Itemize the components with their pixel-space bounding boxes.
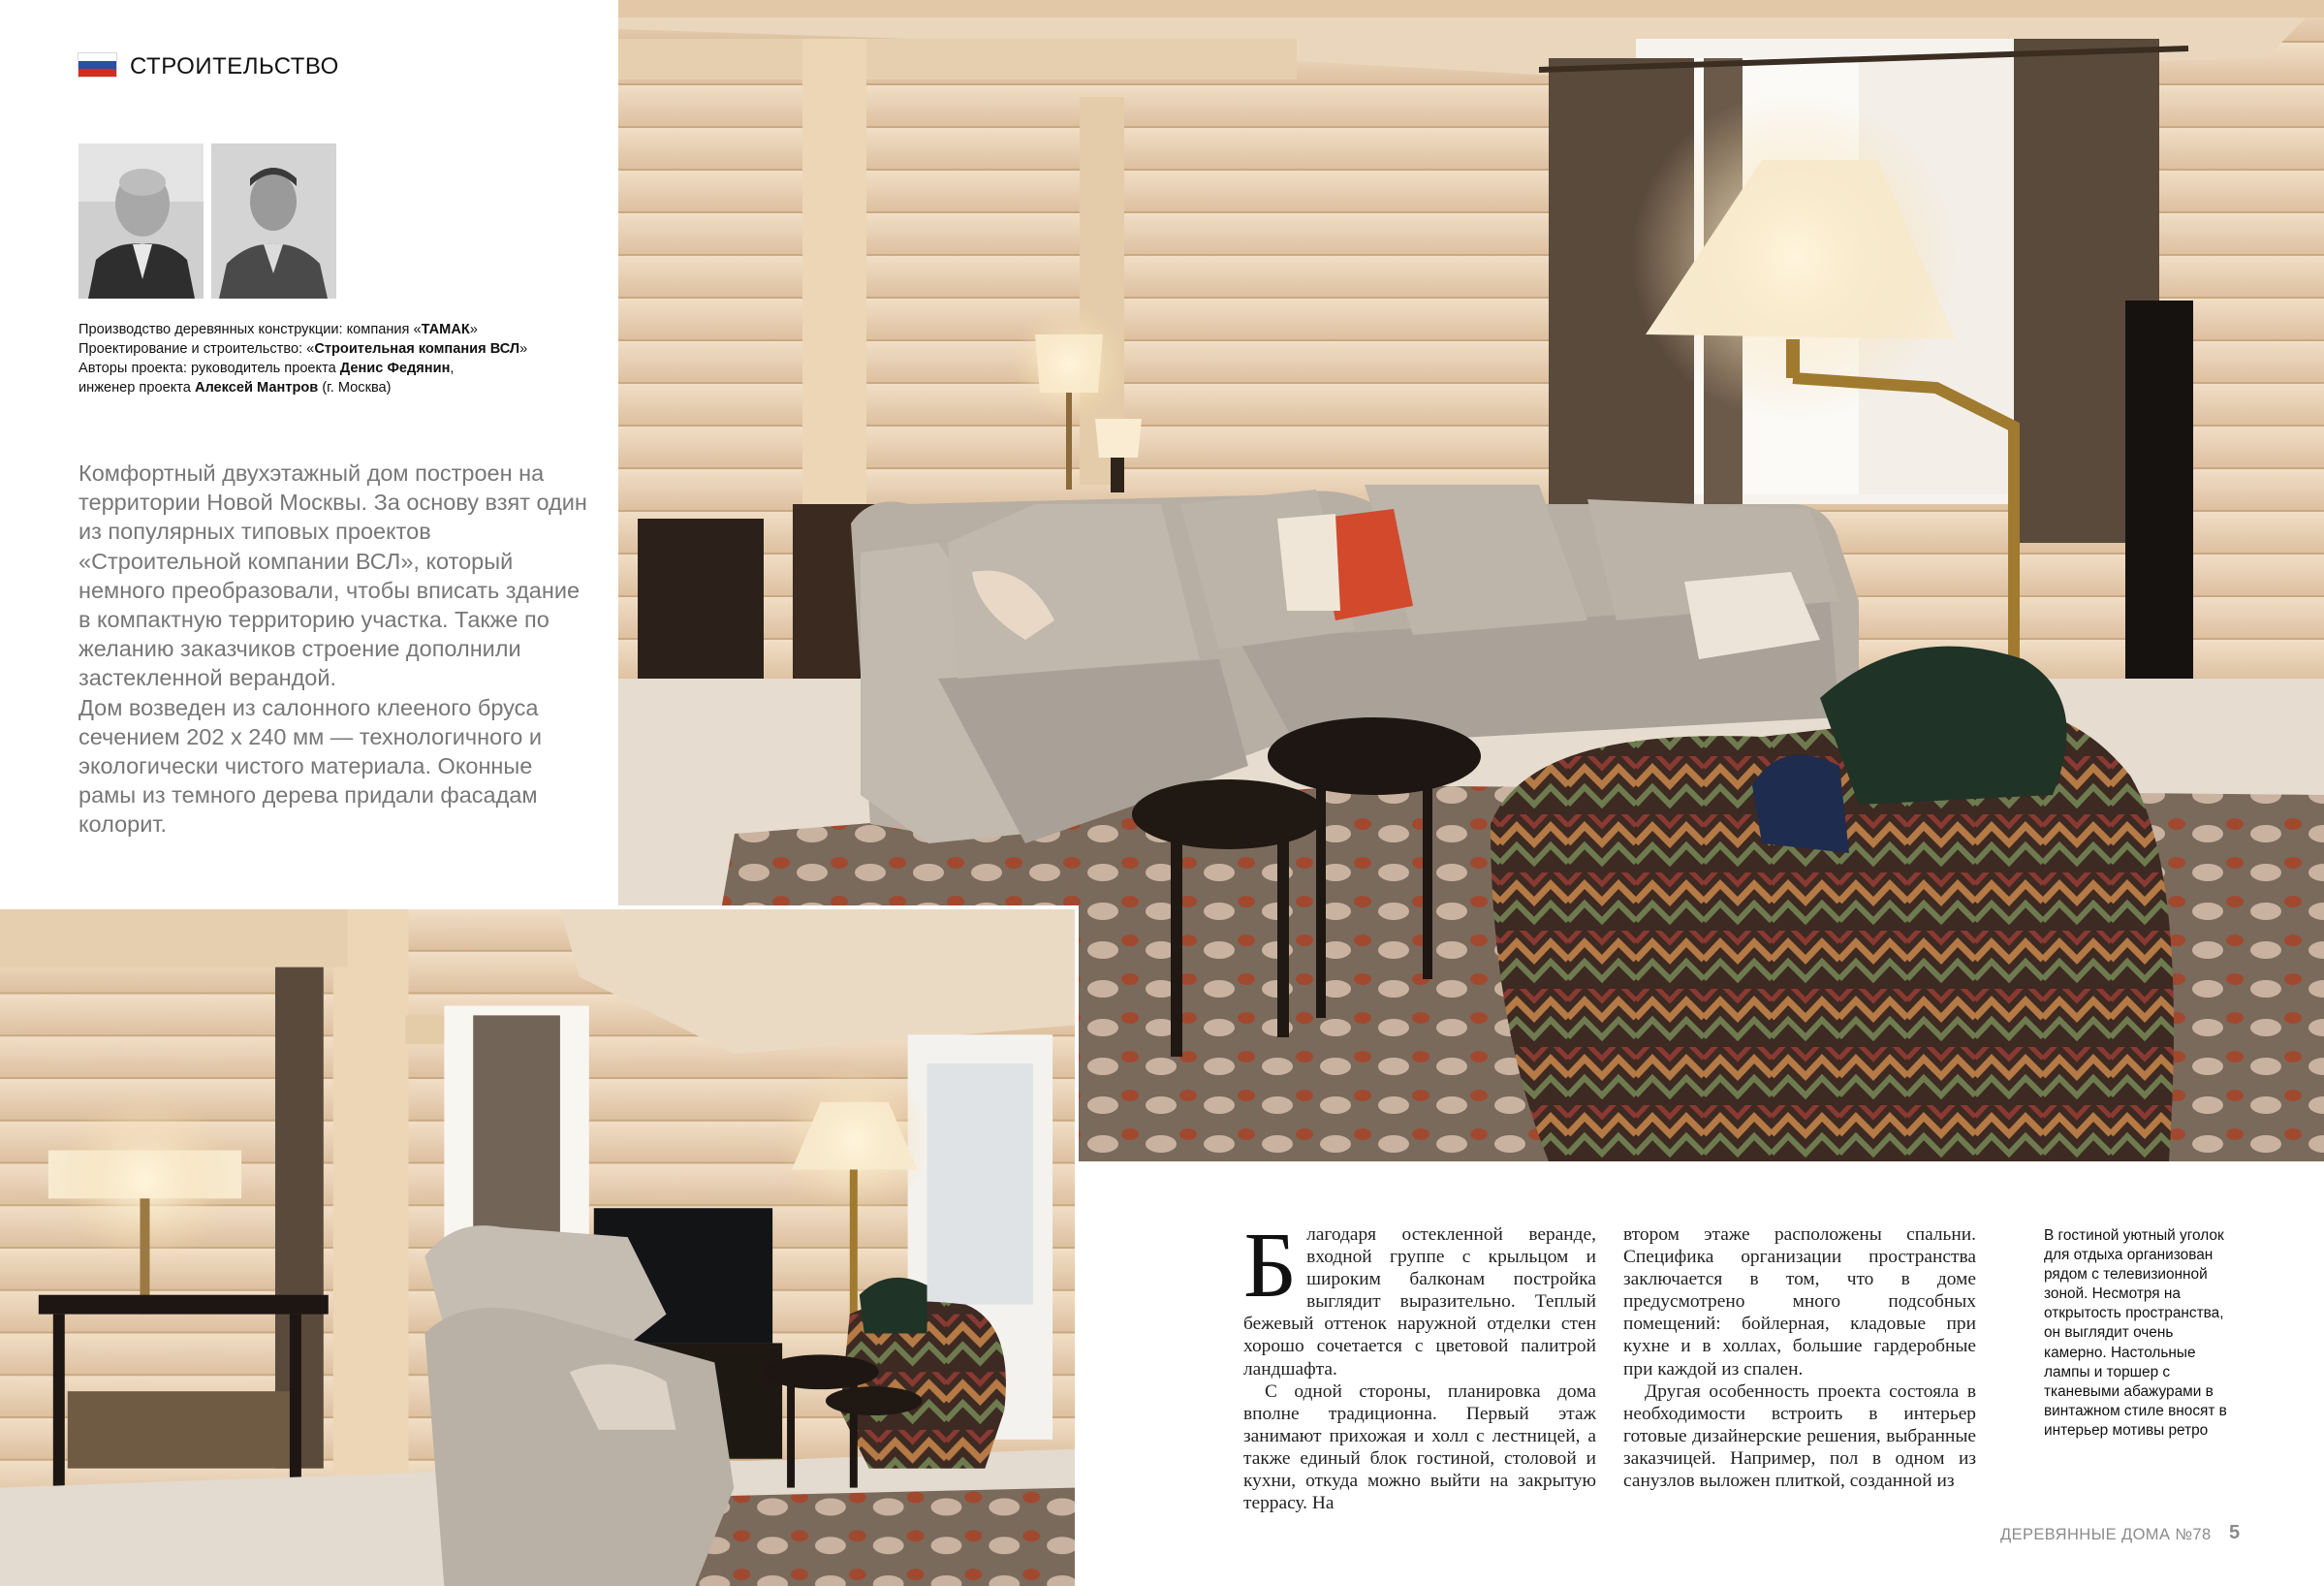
credit-label: инженер проекта	[79, 380, 195, 396]
credit-label: Авторы проекта: руководитель проекта	[79, 361, 340, 376]
lead-paragraph-1: Комфортный двухэтажный дом построен на территории Новой Москвы. За основу взят один из популярных типовых проектов «Строительной компании ВСЛ», который немного преобразовали, чтобы вписать здание в компактную территорию участка. Также по желанию заказчиков строение дополнили застекленной верандой.	[79, 460, 587, 691]
flag-stripe-red	[79, 69, 116, 77]
article-text: лагодаря остекленной веранде, входной группе с крыльцом и широким балконам постройка выглядит выразительно. Теплый бежевый оттенок наружной отделки стен хорошо сочетается с цветовой палитрой ландшафта.	[1243, 1224, 1596, 1380]
lead-paragraph-2: Дом возведен из салонного клееного бруса сечением 202 х 240 мм — технологичного и экологически чистого материала. Оконные рамы из темного дерева придали фасадам колорит.	[79, 694, 542, 838]
article-paragraph: Другая особенность проекта состояла в необходимости встроить в интерьер готовые дизайнерские решения, выбранные заказчицей. Например, пол в одном из санузлов выложен плиткой, созданной из	[1623, 1380, 1976, 1492]
credit-line-engineer	[79, 378, 592, 397]
russia-flag-icon	[79, 53, 116, 77]
project-credits	[79, 320, 592, 397]
credit-suffix: »	[469, 322, 478, 337]
credit-line-authors	[79, 359, 592, 378]
credit-person: Денис Федянин	[339, 361, 451, 376]
credit-person: Алексей Мантров	[194, 380, 319, 396]
credit-suffix: »	[519, 341, 528, 357]
article-paragraph: втором этаже расположены спальни. Специфика организации пространства заключается в том, что в доме предусмотрено много подсобных помещений: бойлерная, кладовые при кухне и в холлах, большие гардеробные при каждой из спален.	[1623, 1224, 1976, 1380]
page-number: 5	[2229, 1522, 2241, 1543]
credit-line-production	[79, 320, 592, 339]
article-column-1	[1243, 1213, 1596, 1514]
credit-company: ТАМАК	[421, 322, 470, 337]
photo-caption: В гостиной уютный уголок для отдыха организован рядом с телевизионной зоной. Несмотря на открытость пространства, он выглядит очень камерно. Настольные лампы и торшер с тканевыми абажурами в винтажном стиле вносят в интерьер мотивы ретро	[2044, 1227, 2227, 1439]
credit-suffix: (г. Москва)	[318, 380, 392, 396]
flag-stripe-white	[79, 53, 116, 61]
credit-label: Проектирование и строительство: «	[79, 341, 315, 357]
credit-company: Строительная компания ВСЛ	[314, 341, 520, 357]
lead-text	[79, 459, 592, 840]
article-paragraph: С одной стороны, планировка дома вполне традиционна. Первый этаж занимают прихожая и холл с лестницей, а также единый блок гостиной, столовой и кухни, откуда можно выйти на закрытую террасу. На	[1243, 1380, 1596, 1514]
article-column-2	[1623, 1223, 1976, 1492]
magazine-footer: ДЕРЕВЯННЫЕ ДОМА №78	[2000, 1526, 2212, 1543]
author-portrait-1	[79, 143, 204, 299]
drop-cap: Б	[1243, 1213, 1298, 1316]
section-title: СТРОИТЕЛЬСТВО	[130, 53, 339, 79]
credit-label: Производство деревянных конструкции: компания «	[79, 322, 422, 337]
credit-suffix: ,	[450, 361, 455, 376]
author-portrait-2	[211, 143, 336, 299]
flag-stripe-blue	[79, 61, 116, 69]
article-paragraph	[1243, 1213, 1596, 1380]
credit-line-construction	[79, 339, 592, 359]
living-room-photo-2	[0, 905, 1079, 1586]
